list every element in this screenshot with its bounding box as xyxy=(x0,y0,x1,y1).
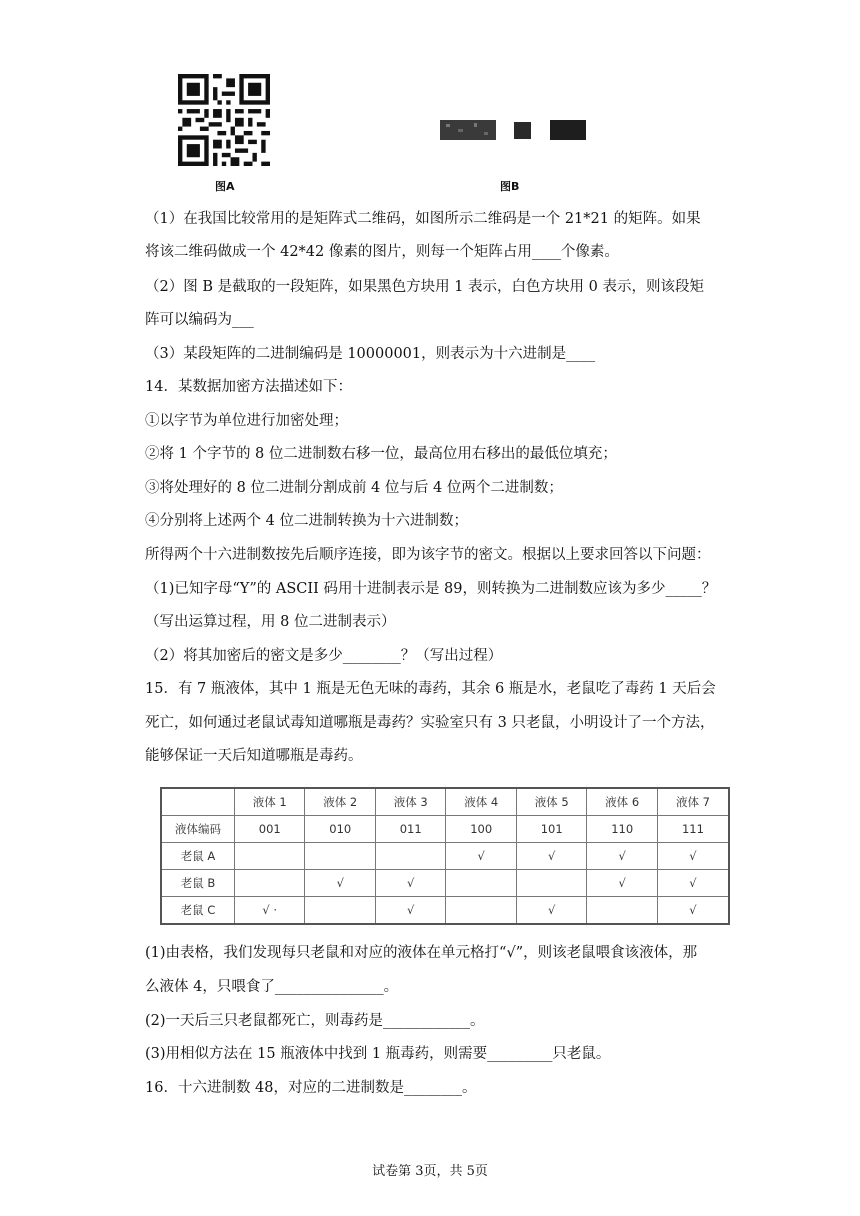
q14-title: 14．某数据加密方法描述如下： xyxy=(145,379,352,395)
table-cell: √ xyxy=(587,870,657,897)
table-cell: 110 xyxy=(587,816,657,843)
q16-line: 16．十六进制数 48，对应的二进制数是________。 xyxy=(145,1080,477,1096)
table-cell xyxy=(446,870,516,897)
q15-2-line: (2)一天后三只老鼠都死亡，则毒药是____________。 xyxy=(145,1013,485,1029)
page-footer: 试卷第 3页，共 5页 xyxy=(372,1164,488,1179)
q14-2-line: （2）将其加密后的密文是多少________？（写出过程） xyxy=(145,648,503,664)
table-header-cell: 液体 4 xyxy=(446,788,516,816)
table-cell: 011 xyxy=(375,816,445,843)
q14-1-line2: （写出运算过程，用 8 位二进制表示） xyxy=(145,614,396,630)
table-cell: √ xyxy=(657,843,729,870)
barcode-strip-image xyxy=(440,119,586,141)
table-cell: √ xyxy=(516,897,586,925)
table-cell: √ xyxy=(516,843,586,870)
table-cell: 100 xyxy=(446,816,516,843)
table-cell xyxy=(305,843,375,870)
table-cell: 001 xyxy=(235,816,305,843)
q13-1-line1: （1）在我国比较常用的是矩阵式二维码，如图所示二维码是一个 21*21 的矩阵。如果 xyxy=(145,211,701,227)
table-row xyxy=(161,870,729,897)
table-cell xyxy=(375,843,445,870)
figure-b-caption: 图B xyxy=(500,180,520,193)
table-cell: √ xyxy=(657,897,729,925)
table-cell: √ xyxy=(587,843,657,870)
table-cell xyxy=(235,870,305,897)
table-cell: √ xyxy=(305,870,375,897)
table-row-label: 老鼠 A xyxy=(161,843,235,870)
table-cell: √ · xyxy=(235,897,305,925)
q14-step1: ①以字节为单位进行加密处理； xyxy=(145,413,348,429)
table-cell xyxy=(446,897,516,925)
table-row-label: 老鼠 B xyxy=(161,870,235,897)
figure-a-caption: 图A xyxy=(215,180,235,193)
table-row xyxy=(161,788,729,816)
table-cell: 111 xyxy=(657,816,729,843)
table-row xyxy=(161,843,729,870)
table-header-cell: 液体 7 xyxy=(657,788,729,816)
q14-step4: ④分别将上述两个 4 位二进制转换为十六进制数； xyxy=(145,513,468,529)
q15-1-line1: (1)由表格，我们发现每只老鼠和对应的液体在单元格打“√”，则该老鼠喂食该液体，那 xyxy=(145,945,698,961)
table-header-cell: 液体 3 xyxy=(375,788,445,816)
table-row xyxy=(161,816,729,843)
table-cell xyxy=(161,788,235,816)
table-header-cell: 液体 2 xyxy=(305,788,375,816)
table-row-label: 液体编码 xyxy=(161,816,235,843)
q13-3-line: （3）某段矩阵的二进制编码是 10000001，则表示为十六进制是____ xyxy=(145,346,596,362)
table-cell: √ xyxy=(657,870,729,897)
qr-code-image xyxy=(178,74,270,166)
table-cell: 101 xyxy=(516,816,586,843)
q15-line2: 死亡，如何通过老鼠试毒知道哪瓶是毒药？实验室只有 3 只老鼠，小明设计了一个方法， xyxy=(145,715,715,731)
table-cell: √ xyxy=(375,897,445,925)
table-cell: √ xyxy=(375,870,445,897)
table-row-label: 老鼠 C xyxy=(161,897,235,925)
poison-test-table xyxy=(160,787,730,925)
q14-step2: ②将 1 个字节的 8 位二进制数右移一位，最高位用右移出的最低位填充； xyxy=(145,446,617,462)
table-cell xyxy=(516,870,586,897)
table-cell xyxy=(235,843,305,870)
q15-3-line: (3)用相似方法在 15 瓶液体中找到 1 瓶毒药，则需要_________只老鼠。 xyxy=(145,1046,611,1062)
q14-summary: 所得两个十六进制数按先后顺序连接，即为该字节的密文。根据以上要求回答以下问题： xyxy=(145,547,711,563)
q13-2-line2: 阵可以编码为___ xyxy=(145,312,254,328)
table-header-cell: 液体 5 xyxy=(516,788,586,816)
table-header-cell: 液体 1 xyxy=(235,788,305,816)
q13-1-line2: 将该二维码做成一个 42*42 像素的图片，则每一个矩阵占用____个像素。 xyxy=(145,244,619,260)
q14-1-line1: （1)已知字母“Y”的 ASCII 码用十进制表示是 89，则转换为二进制数应该为多少_____？ xyxy=(145,581,717,597)
table-cell: √ xyxy=(446,843,516,870)
q14-step3: ③将处理好的 8 位二进制分割成前 4 位与后 4 位两个二进制数； xyxy=(145,480,563,496)
q15-line1: 15．有 7 瓶液体，其中 1 瓶是无色无味的毒药，其余 6 瓶是水，老鼠吃了毒药 1 天后会 xyxy=(145,681,716,697)
q13-2-line1: （2）图 B 是截取的一段矩阵，如果黑色方块用 1 表示，白色方块用 0 表示，则该段矩 xyxy=(145,279,704,295)
table-cell xyxy=(305,897,375,925)
table-cell xyxy=(587,897,657,925)
q15-line3: 能够保证一天后知道哪瓶是毒药。 xyxy=(145,748,363,764)
table-header-cell: 液体 6 xyxy=(587,788,657,816)
table-row xyxy=(161,897,729,925)
table-cell: 010 xyxy=(305,816,375,843)
q15-1-line2: 么液体 4，只喂食了_______________。 xyxy=(145,979,399,995)
